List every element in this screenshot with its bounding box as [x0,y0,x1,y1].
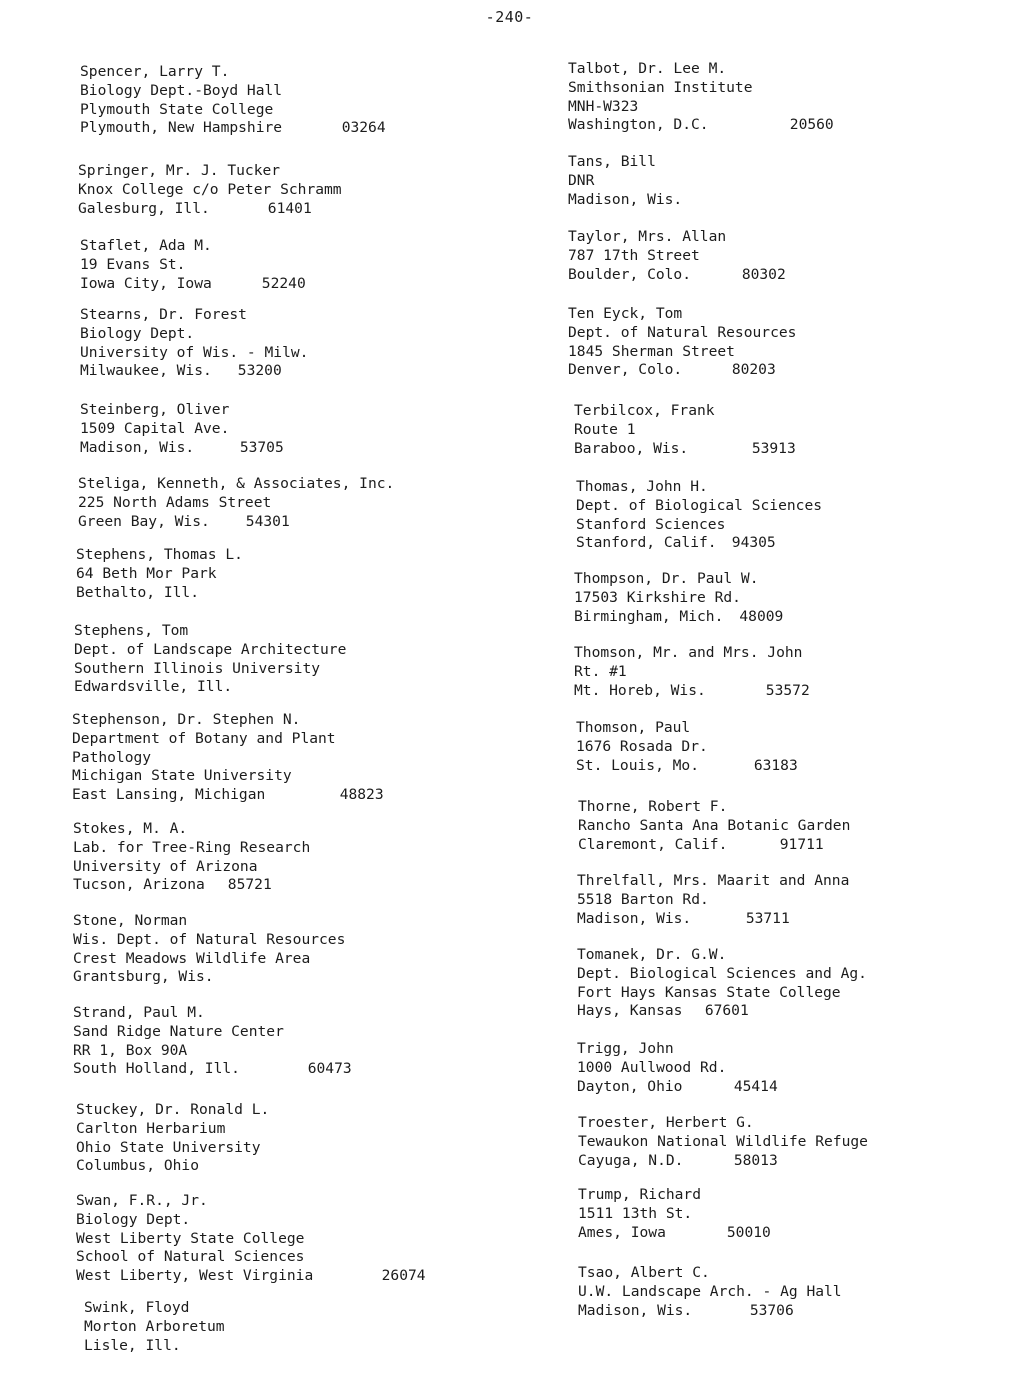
entry-address-line: Stanford, Calif. [576,534,717,552]
entry-address-line: Ames, Iowa [578,1223,666,1241]
entry-address-line: Boulder, Colo. [568,265,692,283]
entry-address-line: University of Wis. - Milw. [80,343,309,361]
entry-zip-code: 53200 [237,362,282,380]
entry-address-line: Birmingham, Mich. [574,607,724,625]
entry-address-line: Baraboo, Wis. [574,439,689,457]
entry-name: Troester, Herbert G. [578,1114,754,1131]
entry-address-line: Morton Arboretum [84,1317,225,1335]
right-address-entry [568,60,834,135]
entry-name: Stephens, Thomas L. [76,546,243,563]
entry-zip-code: 50010 [726,1223,771,1241]
right-address-entry [577,1040,778,1096]
entry-name: Taylor, Mrs. Allan [568,228,727,245]
entry-address-line: Plymouth State College [80,100,274,118]
entry-address-line: 17503 Kirkshire Rd. [574,588,741,606]
right-address-entry [568,153,682,209]
entry-address-line: 1845 Sherman Street [568,342,735,360]
entry-address-line: University of Arizona [73,857,258,875]
entry-name: Trump, Richard [578,1186,702,1203]
entry-address-line: Milwaukee, Wis. [80,362,212,380]
left-address-entry [78,162,342,218]
entry-address-line: U.W. Landscape Arch. - Ag Hall [578,1282,842,1300]
right-address-entry [578,1264,842,1320]
entry-name: Ten Eyck, Tom [568,305,683,322]
entry-address-line: Fort Hays Kansas State College [577,983,841,1001]
entry-address-line: West Liberty, West Virginia [76,1267,314,1285]
entry-name: Tans, Bill [568,153,656,170]
right-address-entry [576,478,822,553]
entry-address-line: Columbus, Ohio [76,1157,200,1175]
entry-address-line: East Lansing, Michigan [72,786,266,804]
entry-address-line: School of Natural Sciences [76,1248,305,1266]
entry-address-line: Rancho Santa Ana Botanic Garden [578,816,851,834]
entry-address-line: Crest Meadows Wildlife Area [73,949,311,967]
entry-zip-code: 48009 [739,607,784,625]
entry-name: Thorne, Robert F. [578,798,728,815]
entry-zip-code: 53705 [239,438,284,456]
left-address-entry [80,237,306,293]
entry-address-line: 1676 Rosada Dr. [576,737,708,755]
entry-address-line: Michigan State University [72,767,292,785]
entry-address-line: Bethalto, Ill. [76,583,200,601]
entry-address-line: 19 Evans St. [80,255,186,273]
entry-name: Thomson, Paul [576,719,691,736]
entry-name: Trigg, John [577,1040,674,1057]
entry-address-line: Knox College c/o Peter Schramm [78,180,342,198]
left-address-entry [78,475,394,531]
left-address-entry [73,820,310,895]
entry-address-line: Dayton, Ohio [577,1077,683,1095]
entry-address-line: Carlton Herbarium [76,1119,226,1137]
entry-address-line: Biology Dept. [76,1210,191,1228]
entry-zip-code: 53913 [751,439,796,457]
entry-address-line: Biology Dept.-Boyd Hall [80,81,283,99]
entry-zip-code: 80203 [731,361,776,379]
entry-name: Terbilcox, Frank [574,402,715,419]
entry-address-line: Dept. Biological Sciences and Ag. [577,964,867,982]
entry-zip-code: 91711 [779,835,824,853]
entry-zip-code: 53706 [749,1301,794,1319]
entry-zip-code: 53711 [745,909,790,927]
entry-address-line: Edwardsville, Ill. [74,678,233,696]
entry-address-line: Madison, Wis. [577,909,692,927]
entry-address-line: Madison, Wis. [568,190,683,208]
entry-name: Staflet, Ada M. [80,237,212,254]
left-address-entry [80,63,386,138]
entry-address-line: Galesburg, Ill. [78,199,210,217]
entry-zip-code: 85721 [227,876,272,894]
entry-address-line: Cayuga, N.D. [578,1151,684,1169]
entry-name: Stone, Norman [73,912,188,929]
entry-zip-code: 03264 [341,119,386,137]
entry-address-line: 64 Beth Mor Park [76,564,217,582]
entry-address-line: Smithsonian Institute [568,78,753,96]
right-address-entry [578,1186,771,1242]
entry-address-line: Washington, D.C. [568,116,709,134]
entry-address-line: Wis. Dept. of Natural Resources [73,930,346,948]
entry-address-line: Plymouth, New Hampshire [80,119,283,137]
entry-address-line: 5518 Barton Rd. [577,890,709,908]
entry-zip-code: 67601 [704,1002,749,1020]
left-address-entry [80,306,308,381]
left-address-entry [76,1101,269,1176]
entry-address-line: Biology Dept. [80,324,195,342]
entry-zip-code: 60473 [307,1060,352,1078]
entry-name: Springer, Mr. J. Tucker [78,162,281,179]
entry-address-line: RR 1, Box 90A [73,1041,188,1059]
entry-zip-code: 80302 [741,265,786,283]
page-number: -240- [485,8,534,26]
left-address-entry [84,1299,225,1355]
entry-address-line: Madison, Wis. [80,438,195,456]
entry-address-line: Lisle, Ill. [84,1336,181,1354]
entry-name: Stokes, M. A. [73,820,188,837]
entry-name: Swink, Floyd [84,1299,190,1316]
entry-address-line: 1509 Capital Ave. [80,419,230,437]
entry-address-line: Mt. Horeb, Wis. [574,681,706,699]
entry-zip-code: 20560 [789,116,834,134]
entry-address-line: Madison, Wis. [578,1301,693,1319]
entry-address-line: Grantsburg, Wis. [73,968,214,986]
entry-name: Steliga, Kenneth, & Associates, Inc. [78,475,395,492]
right-address-entry [578,798,850,854]
entry-address-line: Denver, Colo. [568,361,683,379]
entry-address-line: Iowa City, Iowa [80,274,212,292]
entry-zip-code: 26074 [381,1267,426,1285]
entry-address-line: Dept. of Landscape Architecture [74,640,347,658]
entry-address-line: Tucson, Arizona [73,876,205,894]
entry-address-line: St. Louis, Mo. [576,756,700,774]
entry-name: Threlfall, Mrs. Maarit and Anna [577,872,850,889]
right-address-entry [574,402,796,458]
entry-address-line: South Holland, Ill. [73,1060,240,1078]
entry-address-line: Ohio State University [76,1138,261,1156]
entry-address-line: Tewaukon National Wildlife Refuge [578,1132,868,1150]
entry-zip-code: 54301 [245,512,290,530]
entry-name: Stephenson, Dr. Stephen N. [72,711,301,728]
left-address-entry [76,1192,426,1286]
entry-zip-code: 45414 [733,1077,778,1095]
left-address-entry [74,622,346,697]
left-address-entry [73,912,345,987]
right-address-entry [578,1114,868,1170]
entry-address-line: 787 17th Street [568,246,700,264]
entry-name: Tomanek, Dr. G.W. [577,946,727,963]
entry-address-line: Department of Botany and Plant [72,729,336,747]
entry-zip-code: 58013 [733,1151,778,1169]
entry-zip-code: 48823 [339,786,384,804]
entry-address-line: Stanford Sciences [576,515,726,533]
entry-name: Spencer, Larry T. [80,63,230,80]
entry-name: Tsao, Albert C. [578,1264,710,1281]
right-address-entry [574,570,783,626]
right-address-entry [568,228,786,284]
left-address-entry [72,711,384,805]
entry-address-line: Green Bay, Wis. [78,512,210,530]
entry-address-line: 1000 Aullwood Rd. [577,1058,727,1076]
right-address-entry [577,872,849,928]
left-address-entry [73,1004,352,1079]
entry-name: Talbot, Dr. Lee M. [568,60,727,77]
entry-address-line: 1511 13th St. [578,1204,693,1222]
entry-name: Thomson, Mr. and Mrs. John [574,644,803,661]
entry-zip-code: 52240 [261,274,306,292]
entry-zip-code: 63183 [753,756,798,774]
entry-zip-code: 53572 [765,681,810,699]
entry-address-line: West Liberty State College [76,1229,305,1247]
entry-address-line: Hays, Kansas [577,1002,683,1020]
entry-name: Stearns, Dr. Forest [80,306,247,323]
entry-name: Stephens, Tom [74,622,189,639]
right-address-entry [568,305,796,380]
entry-address-line: Rt. #1 [574,662,627,680]
entry-name: Thomas, John H. [576,478,708,495]
entry-address-line: DNR [568,171,595,189]
entry-address-line: Southern Illinois University [74,659,321,677]
entry-name: Stuckey, Dr. Ronald L. [76,1101,270,1118]
right-address-entry [574,644,810,700]
entry-address-line: Dept. of Natural Resources [568,323,797,341]
entry-address-line: Lab. for Tree-Ring Research [73,838,311,856]
entry-name: Swan, F.R., Jr. [76,1192,208,1209]
entry-address-line: MNH-W323 [568,97,639,115]
left-address-entry [80,401,284,457]
entry-zip-code: 61401 [267,199,312,217]
entry-zip-code: 94305 [731,534,776,552]
entry-address-line: 225 North Adams Street [78,493,272,511]
entry-address-line: Pathology [72,748,152,766]
entry-address-line: Claremont, Calif. [578,835,728,853]
right-address-entry [577,946,867,1021]
entry-name: Thompson, Dr. Paul W. [574,570,759,587]
entry-address-line: Sand Ridge Nature Center [73,1022,284,1040]
entry-name: Strand, Paul M. [73,1004,205,1021]
entry-address-line: Route 1 [574,420,636,438]
right-address-entry [576,719,798,775]
entry-name: Steinberg, Oliver [80,401,230,418]
left-address-entry [76,546,243,602]
entry-address-line: Dept. of Biological Sciences [576,496,823,514]
